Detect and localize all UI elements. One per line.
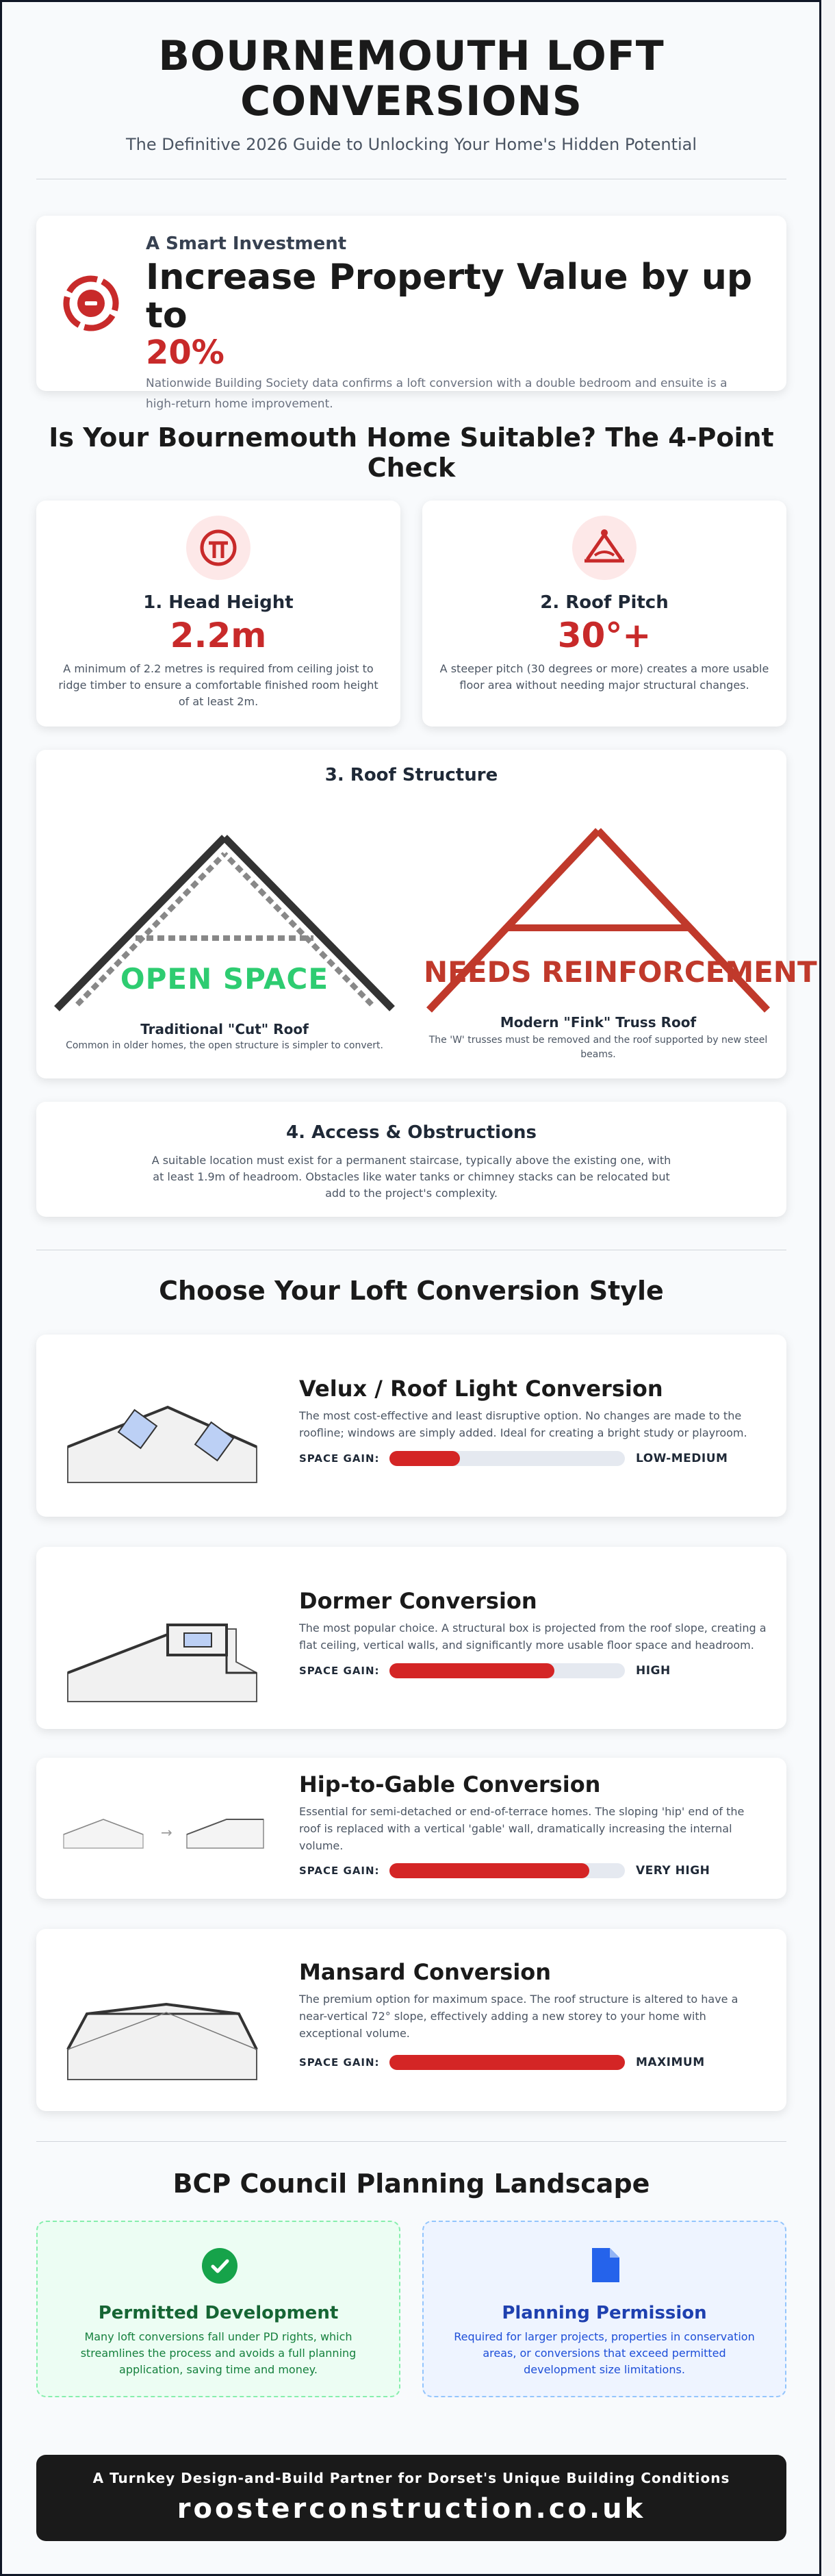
space-gain-fill <box>389 1863 589 1878</box>
style-title: Velux / Roof Light Conversion <box>299 1376 663 1402</box>
space-gain-fill <box>389 1451 460 1466</box>
pd-desc-line: streamlines the process and avoids a full planning <box>80 2347 357 2360</box>
suitability-heading-line: Check <box>367 453 456 483</box>
style-desc <box>299 1619 771 1654</box>
head-height-desc <box>50 661 387 710</box>
style-desc-line: The most popular choice. A structural box is projected from the roof slope, creating a <box>299 1621 767 1634</box>
arrow-right-icon: → <box>161 1824 172 1841</box>
planning-permission-card <box>422 2221 786 2397</box>
fink-roof-desc-line: The 'W' trusses must be removed and the roof supported by new steel <box>428 1035 768 1046</box>
mansard-card <box>36 1929 786 2111</box>
style-desc-line: near-vertical 72° slope, effectively adding a new storey to your home with <box>299 2010 706 2023</box>
hip-to-gable-card <box>36 1758 786 1899</box>
dormer-house-icon <box>65 1615 264 1704</box>
investment-body-line: high-return home improvement. <box>146 397 333 411</box>
investment-body <box>146 373 775 414</box>
space-gain-fill <box>389 2055 625 2070</box>
space-gain-value: LOW-MEDIUM <box>636 1452 728 1465</box>
investment-card <box>36 216 786 411</box>
pd-title: Permitted Development <box>98 2303 339 2323</box>
space-gain-label: SPACE GAIN: <box>299 1452 380 1465</box>
roof-pitch-desc-line: floor area without needing major structural changes. <box>459 679 749 692</box>
needs-reinforcement-label: NEEDS REINFORCEMENT <box>424 955 817 989</box>
page-subtitle: The Definitive 2026 Guide to Unlocking Your Home's Hidden Potential <box>125 135 697 154</box>
page-title-line-2: CONVERSIONS <box>240 77 582 125</box>
planning-heading: BCP Council Planning Landscape <box>172 2169 650 2199</box>
header <box>36 34 786 154</box>
roof-pitch-icon <box>572 516 637 580</box>
space-gain-label: SPACE GAIN: <box>299 2056 380 2069</box>
value-target-icon <box>62 275 120 332</box>
space-gain-label: SPACE GAIN: <box>299 1665 380 1677</box>
space-gain-bar <box>389 1863 625 1878</box>
footer-website-link[interactable]: roosterconstruction.co.uk <box>177 2493 646 2525</box>
space-gain-value: MAXIMUM <box>636 2056 705 2069</box>
space-gain-bar <box>389 1451 625 1466</box>
mansard-house-icon <box>65 1993 264 2082</box>
access-desc-line: add to the project's complexity. <box>325 1187 498 1200</box>
style-desc-line: flat ceiling, vertical walls, and significantly more usable floor space and headroom. <box>299 1639 754 1652</box>
document-icon <box>589 2245 622 2285</box>
roof-structure-card <box>36 750 817 1078</box>
pd-desc-line: Many loft conversions fall under PD rights, which <box>84 2330 352 2343</box>
fink-roof-desc-line: beams. <box>580 1049 616 1060</box>
investment-headline: Increase Property Value by up to <box>146 257 753 336</box>
space-gain-value: HIGH <box>636 1664 671 1678</box>
space-gain-fill <box>389 1663 554 1678</box>
head-height-desc-line: ridge timber to ensure a comfortable finished room height <box>58 679 378 692</box>
investment-kicker: A Smart Investment <box>146 233 347 254</box>
dormer-card <box>36 1547 786 1729</box>
suitability-heading <box>36 422 786 483</box>
roof-pitch-desc-line: A steeper pitch (30 degrees or more) creates a more usable <box>439 662 769 675</box>
roof-pitch-title: 2. Roof Pitch <box>540 592 669 613</box>
style-title: Dormer Conversion <box>299 1588 537 1614</box>
head-height-card <box>36 501 400 727</box>
investment-highlight: 20% <box>146 333 224 372</box>
pp-title: Planning Permission <box>502 2303 707 2323</box>
cut-roof-name: Traditional "Cut" Roof <box>140 1021 309 1037</box>
investment-body-line: Nationwide Building Society data confirms a loft conversion with a double bedroom and ensuite is a <box>146 377 728 390</box>
roof-pitch-value: 30°+ <box>557 616 652 655</box>
cut-roof-desc: Common in older homes, the open structure is simpler to convert. <box>66 1040 383 1051</box>
style-title: Hip-to-Gable Conversion <box>299 1771 601 1797</box>
style-desc-line: exceptional volume. <box>299 2027 410 2040</box>
access-card <box>36 1102 786 1217</box>
style-desc-line: The premium option for maximum space. The roof structure is altered to have a <box>299 1993 738 2006</box>
space-gain-value: VERY HIGH <box>636 1864 710 1878</box>
footer-banner <box>36 2455 786 2541</box>
style-desc-line: roofline; windows are simply added. Ideal for creating a bright study or playroom. <box>299 1426 747 1439</box>
fink-roof-name: Modern "Fink" Truss Roof <box>500 1014 697 1031</box>
pp-desc <box>431 2329 778 2378</box>
head-height-desc-line: A minimum of 2.2 metres is required from ceiling joist to <box>63 662 374 675</box>
styles-heading: Choose Your Loft Conversion Style <box>159 1276 664 1306</box>
roof-structure-title: 3. Roof Structure <box>324 765 498 785</box>
style-desc-line: roof is replaced with a vertical 'gable' wall, dramatically increasing the internal <box>299 1822 732 1835</box>
style-desc <box>299 1407 771 1441</box>
divider <box>36 2141 786 2142</box>
space-gain-bar <box>389 1663 625 1678</box>
roof-pitch-card <box>422 501 786 727</box>
head-height-value: 2.2m <box>170 616 267 655</box>
open-space-label: OPEN SPACE <box>120 962 329 996</box>
style-desc <box>299 1803 771 1854</box>
access-desc-line: A suitable location must exist for a permanent staircase, typically above the existing one, with <box>151 1154 671 1167</box>
head-height-icon <box>186 516 250 580</box>
pd-desc <box>44 2329 392 2378</box>
access-desc <box>77 1152 745 1202</box>
pp-desc-line: development size limitations. <box>524 2363 685 2376</box>
suitability-heading-line: Is Your Bournemouth Home Suitable? The 4-Point <box>49 422 774 453</box>
hip-to-gable-icon <box>62 1817 268 1851</box>
style-desc-line: volume. <box>299 1839 344 1852</box>
fink-roof-desc <box>424 1033 773 1062</box>
pd-desc-line: application, saving time and money. <box>119 2363 318 2376</box>
velux-card <box>36 1335 786 1517</box>
velux-house-icon <box>65 1403 264 1485</box>
head-height-desc-line: of at least 2m. <box>178 695 259 708</box>
check-circle-icon <box>202 2248 237 2284</box>
roof-pitch-desc <box>436 661 773 694</box>
head-height-title: 1. Head Height <box>143 592 294 613</box>
style-desc-line: The most cost-effective and least disruptive option. No changes are made to the <box>299 1409 742 1422</box>
space-gain-label: SPACE GAIN: <box>299 1865 380 1877</box>
pp-desc-line: areas, or conversions that exceed permitted <box>483 2347 726 2360</box>
page-title-line-1: BOURNEMOUTH LOFT <box>158 32 665 80</box>
access-title: 4. Access & Obstructions <box>286 1122 537 1143</box>
footer-tagline: A Turnkey Design-and-Build Partner for Dorset's Unique Building Conditions <box>92 2470 730 2486</box>
access-desc-line: at least 1.9m of headroom. Obstacles like water tanks or chimney stacks can be relocated but <box>153 1170 670 1183</box>
style-title: Mansard Conversion <box>299 1959 552 1985</box>
style-desc-line: Essential for semi-detached or end-of-terrace homes. The sloping 'hip' end of the <box>299 1805 745 1818</box>
space-gain-bar <box>389 2055 625 2070</box>
style-desc <box>299 1991 771 2042</box>
permitted-development-card <box>36 2221 400 2397</box>
page-title <box>36 34 786 124</box>
pp-desc-line: Required for larger projects, properties in conservation <box>454 2330 755 2343</box>
